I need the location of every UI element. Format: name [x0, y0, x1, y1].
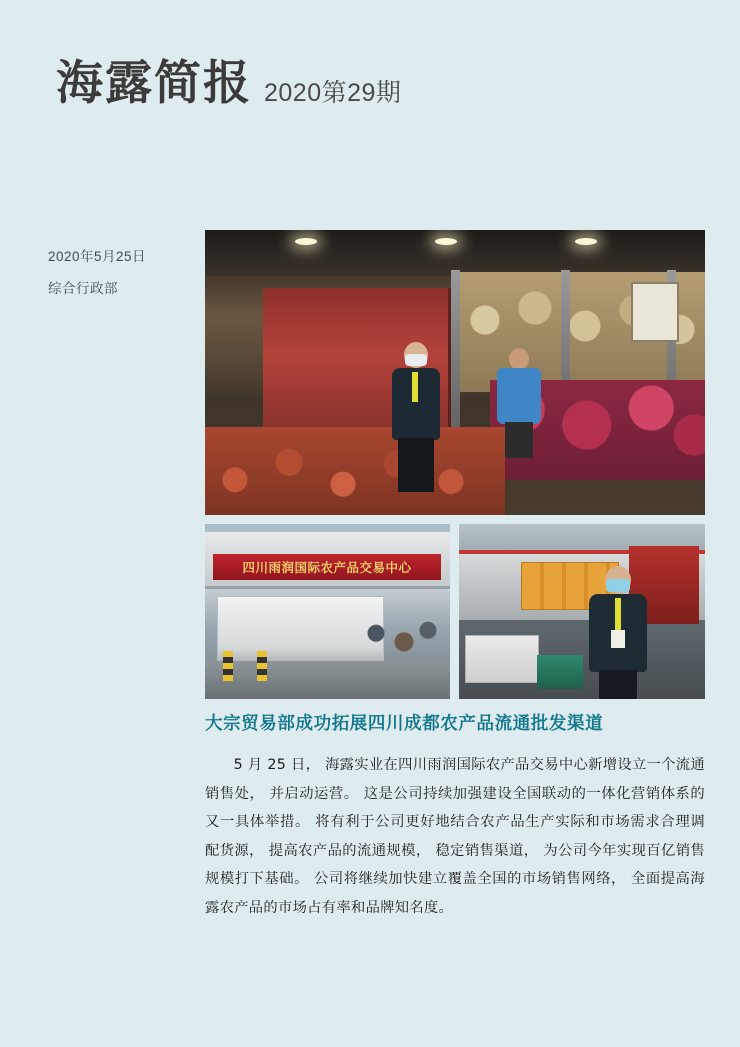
masked-worker-figure — [587, 566, 649, 699]
worker-legs — [398, 438, 434, 492]
lanyard-icon — [615, 598, 621, 632]
photo-row — [205, 524, 705, 699]
article-body: 5 月 25 日， 海露实业在四川雨润国际农产品交易中心新增设立一个流通销售处， 并启动运营。 这是公司持续加强建设全国联动的一体化营销体系的又一具体举措。 将有利于公司更好地结合农产品生产实际和市场需求合理调配货源， 提高农产品的流通规模， 稳定销售渠道， 为公司今年实现百亿销售规模打下基础。 公司将继续加快建立覆盖全国的市场销售网络， 全面提高海露农产品的市场占有率和品牌知名度。 — [205, 757, 705, 916]
issuing-department: 综合行政部 — [48, 280, 118, 296]
onion-pile — [205, 427, 505, 515]
worker-head — [509, 348, 529, 370]
market-gate-photo — [205, 524, 450, 699]
photo-group — [205, 230, 705, 699]
article-heading: 大宗贸易部成功拓展四川成都农产品流通批发渠道 — [205, 714, 604, 734]
traffic-bollard — [257, 651, 267, 681]
ceiling-lamp-icon — [575, 238, 597, 245]
market-name-text: 四川雨润国际农产品交易中心 — [242, 560, 412, 575]
masthead — [56, 56, 402, 111]
meta-column — [48, 246, 198, 299]
publication-title: 海露简报 — [56, 56, 252, 111]
publication-date: 2020年5月25日 — [48, 249, 147, 264]
green-bin — [537, 655, 583, 689]
ceiling-lamp-icon — [435, 238, 457, 245]
traffic-bollard — [223, 651, 233, 681]
ceiling-lamp-icon — [295, 238, 317, 245]
worker-body — [497, 368, 541, 424]
issue-number: 2020第29期 — [264, 79, 402, 107]
wall-panel — [631, 282, 679, 342]
masked-worker-figure — [390, 342, 442, 492]
article — [205, 710, 705, 923]
trucks-worker-photo — [459, 524, 705, 699]
face-mask-icon — [606, 579, 630, 592]
shelf-post — [451, 270, 460, 445]
page-canvas — [8, 8, 732, 1039]
loading-worker-figure — [497, 348, 541, 458]
id-badge-icon — [611, 630, 625, 648]
crowd-figures — [360, 610, 440, 668]
face-mask-icon — [405, 354, 427, 366]
lanyard-icon — [412, 372, 418, 402]
white-truck — [217, 596, 384, 670]
worker-legs — [599, 670, 637, 699]
market-name-banner — [213, 554, 441, 580]
worker-legs — [505, 422, 533, 458]
warehouse-produce-photo — [205, 230, 705, 515]
cardboard-boxes — [465, 635, 539, 683]
